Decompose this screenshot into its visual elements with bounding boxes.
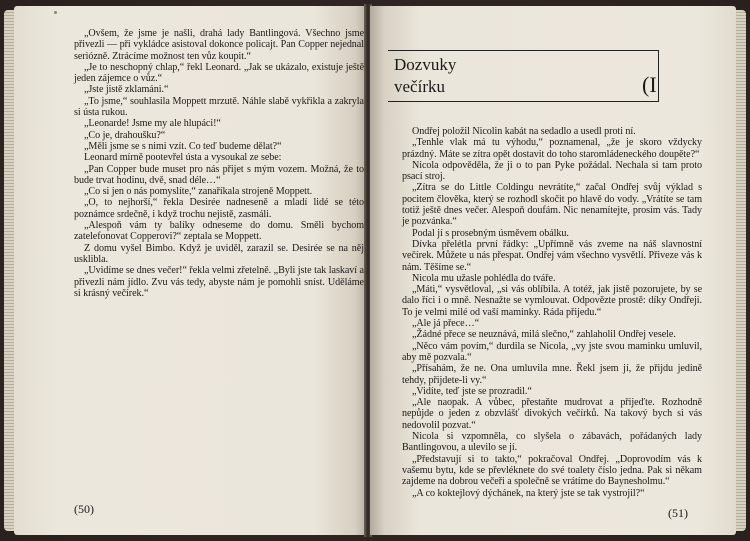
left-page-text xyxy=(74,28,364,299)
page-edges-right xyxy=(736,10,746,531)
paragraph: Z domu vyšel Bimbo. Když je uviděl, zarazil se. Desirée se na něj usklibla. xyxy=(74,242,364,265)
paragraph: Leonard mírně pootevřel ústa a vysoukal ze sebe: xyxy=(84,152,282,164)
paragraph: Nicola mu užasle pohlédla do tváře. xyxy=(412,272,556,284)
paragraph: „Co si jen o nás pomyslíte,“ zanaříkala strojeně Moppett. xyxy=(84,186,313,198)
paragraph: „Vidíte, teď jste se prozradil.“ xyxy=(412,385,532,397)
paragraph: „Představují si to takto,“ pokračoval Ondřej. „Doprovodím vás k vašemu bytu, kde se převléknete do své toalety číslo jedna. Pak si někam zajdeme na dobrou večeři a společně se vrátíme do Baynesholmu.“ xyxy=(402,453,702,488)
paragraph: „Ale naopak. A vůbec, přestaňte mudrovat a přijeďte. Rozhodně nepůjde o jeden z obzvlášť divokých večírků. Na takový bych si vás nedovolil pozvat.“ xyxy=(402,397,702,431)
paragraph: „To jsme,“ souhlasila Moppett mrzutě. Náhle slabě vykřikla a zakryla si ústa rukou. xyxy=(74,95,364,119)
chapter-title: Dozvuky večírku xyxy=(394,55,457,96)
paragraph: Podal jí s prosebným úsměvem obálku. xyxy=(412,227,569,239)
paragraph: „Je to neschopný chlap,“ řekl Leonard. „Jak se ukázalo, existuje ještě jeden zájemce o vůz.“ xyxy=(74,61,364,85)
paragraph: Ondřej položil Nicolin kabát na sedadlo a usedl proti ní. xyxy=(412,126,636,137)
page-mark xyxy=(54,11,57,14)
paragraph: „Přísahám, že ne. Ona umluvila mne. Řekl jsem jí, že přijdu jedině tehdy, přijdete-li vy.“ xyxy=(402,363,702,386)
paragraph: „Máti,“ vysvětloval, „si vás oblíbila. A totéž, jak jistě pozorujete, by se dalo říci i o mně. Nesnažte se vymlouvat. Odpovězte prostě: díky Ondřeji. To je velmi milé od vaší maminky. Ráda přijedu.“ xyxy=(402,284,702,318)
paragraph: „Tenhle vlak má tu výhodu,“ poznamenal, „že je skoro vždycky prázdný. Máte se zítra opět dostavit do toho staromládeneckého doupěte?“ xyxy=(402,137,702,160)
paragraph: Nicola odpověděla, že ji o to pan Pyke požádal. Nechala si tam proto psací stroj. xyxy=(402,159,702,183)
paragraph: „Alespoň vám ty balíky odneseme do domu. Směli bychom zatelefonovat Copperovi?“ zeptala se Moppett. xyxy=(74,220,364,243)
right-page xyxy=(370,6,736,535)
right-page-text xyxy=(402,126,702,499)
paragraph: „Zítra se do Little Coldingu nevrátíte,“ začal Ondřej svůj výklad s pocitem člověka, který se rozhodl skočit po hlavě do vody. „Vrátíte se tam totiž ještě dnes večer. Alespoň doufám. Nic nenamítejte, prosím vás. Tady je pozvánka.“ xyxy=(402,182,702,228)
paragraph: „Měli jsme se s nimi vzít. Co teď budeme dělat?“ xyxy=(84,140,282,152)
chapter-number: (I xyxy=(642,72,657,97)
page-edges-left xyxy=(4,10,14,531)
paragraph: „Žádné přece se neuznává, milá slečno,“ zahlaholil Ondřej vesele. xyxy=(412,329,676,341)
paragraph: „A co koktejlový dýchánek, na který jste se tak vystrojil?“ xyxy=(412,487,645,499)
paragraph: „Leonarde! Jsme my ale hlupáci!“ xyxy=(84,118,221,130)
page-number-left: (50) xyxy=(74,502,94,516)
paragraph: „Pan Copper bude muset pro nás přijet s mým vozem. Možná, že to bude trvat hodinu, dvě, snad déle…“ xyxy=(74,163,364,186)
paragraph: „Ovšem, že jsme je našli, drahá lady Bantlingová. Všechno jsme přivezli — při vykládce asistoval dokonce policajt. Pan Copper nejednal seriózně. Ztrácíme možnost ten vůz koupit.“ xyxy=(74,28,364,62)
page-number-right: (51) xyxy=(668,506,688,520)
paragraph: „Ale já přece…“ xyxy=(412,318,480,330)
paragraph: „Jste jistě zklamáni.“ xyxy=(84,84,169,96)
paragraph: „Co je, drahoušku?“ xyxy=(84,129,166,141)
paragraph: „O, to nejhorší,“ řekla Desirée nadneseně a mladí lidé se této poznámce srdečně, i když trochu nejistě, zasmáli. xyxy=(74,197,364,220)
paragraph: „Něco vám povím,“ durdila se Nicola, „vy jste svou maminku umluvil, aby mě pozvala.“ xyxy=(402,340,702,363)
paragraph: „Uvidíme se dnes večer!“ řekla velmi zřetelně. „Byli jste tak laskaví a přivezli nám jídlo. Zvu vás tedy, abyste nám je pomohli sníst. Uděláme si krásný večírek.“ xyxy=(74,265,364,299)
paragraph: Nicola si vzpomněla, co slyšela o zábavách, pořádaných lady Bantlingovou, a ulevilo se jí. xyxy=(402,431,702,454)
left-page xyxy=(14,6,366,535)
paragraph: Dívka přelétla první řádky: „Upřímně vás zveme na náš slavnostní večírek. Můžete u nás přespat. Ondřej vám všechno vysvětlí. Přiveze vás k nám. Těšíme se.“ xyxy=(402,238,702,273)
